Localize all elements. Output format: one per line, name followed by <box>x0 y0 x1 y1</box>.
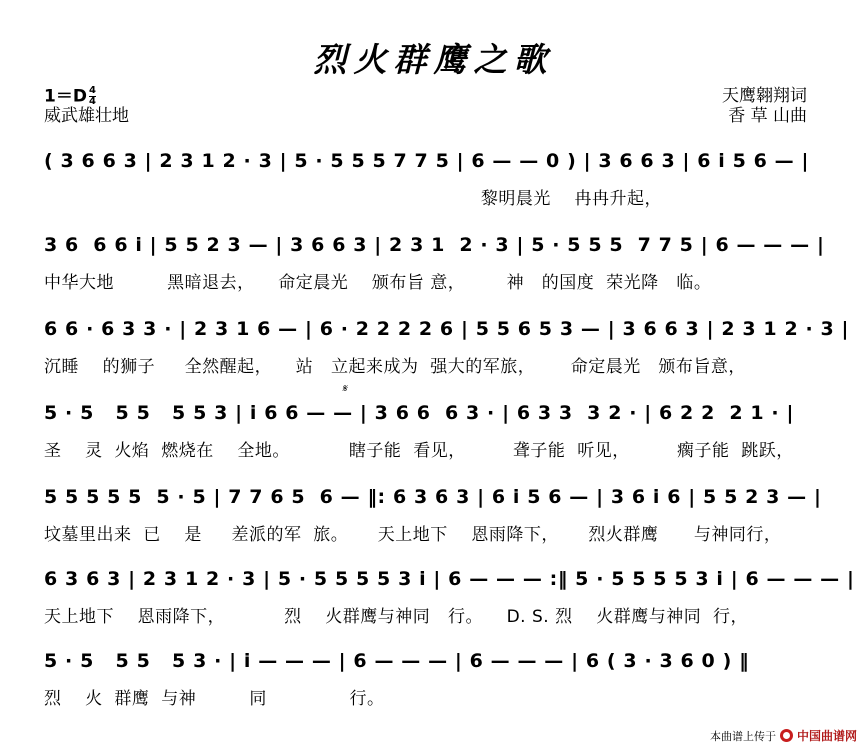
song-title: 烈火群鹰之歌 <box>313 40 554 79</box>
lyric-line: 烈 火 群鹰 与神 同 行。 <box>44 689 385 709</box>
footer-text: 本曲谱上传于 <box>709 729 776 743</box>
lyric-line: 圣 灵 火焰 燃烧在 全地。 瞎子能 看见， 聋子能 听见， 瘸子能 跳跃， <box>44 441 794 461</box>
time-signature <box>89 86 96 107</box>
notation-line: 5 · 5 5 5 5 3 · | i — — — | 6 — — — | 6 — — — | 6 ( 3 · 3 6 0 ) ‖ <box>44 650 750 672</box>
footer-brand[interactable]: 中国曲谱网 <box>796 729 857 743</box>
lyric-line: 中华大地 黑暗退去， 命定晨光 颁布旨 意， 神 的国度 荣光降 临。 <box>44 273 712 293</box>
time-signature-top: 4 <box>88 85 96 96</box>
notation-line: 5 5 5 5 5 5 · 5 | 7 7 6 5 6 — ‖: 6 3 6 3 | 6 i 5 6 — | 3 6 i 6 | 5 5 2 3 — | <box>44 486 822 508</box>
notation-line: 6 3 6 3 | 2 3 1 2 · 3 | 5 · 5 5 5 5 3 i | 6 — — — :‖ 5 · 5 5 5 5 3 i | 6 — — — | <box>44 568 855 590</box>
lyric-line: 天上地下 恩雨降下， 烈 火群鹰与神同 行。 D. S. 烈 火群鹰与神同 行， <box>44 607 749 627</box>
lyric-line: 沉睡 的狮子 全然醒起， 站 立起来成为 强大的军旅， 命定晨光 颁布旨意， <box>44 357 746 377</box>
key-signature-text: 1＝D <box>44 86 87 107</box>
notation-line: 3 6 6 6 i | 5 5 2 3 — | 3 6 6 3 | 2 3 1 2 · 3 | 5 · 5 5 5 7 7 5 | 6 — — — | <box>44 234 825 256</box>
segno-sign: 𝄋 <box>342 382 347 395</box>
lyric-line: 黎明晨光 冉冉升起， <box>44 189 662 209</box>
site-logo-icon <box>780 729 793 742</box>
key-signature <box>44 86 96 108</box>
time-signature-bottom: 4 <box>88 96 96 107</box>
notation-line: 5 · 5 5 5 5 5 3 | i 6 6 — — | 3 6 6 6 3 · | 6 3 3 3 2 · | 6 2 2 2 1 · | <box>44 402 794 424</box>
composer-credit: 香 草 山曲 <box>728 106 807 126</box>
notation-line: 6 6 · 6 3 3 · | 2 3 1 6 — | 6 · 2 2 2 2 6 | 5 5 6 5 3 — | 3 6 6 3 | 2 3 1 2 · 3 | <box>44 318 850 340</box>
tempo-mood: 威武雄壮地 <box>44 106 129 126</box>
footer-credit <box>710 727 857 744</box>
lyric-line: 坟墓里出来 已 是 差派的军 旅。 天上地下 恩雨降下， 烈火群鹰 与神同行， <box>44 525 782 545</box>
notation-line: ( 3 6 6 3 | 2 3 1 2 · 3 | 5 · 5 5 5 7 7 5 | 6 — — 0 ) | 3 6 6 3 | 6 i 5 6 — | <box>44 150 810 172</box>
lyricist-credit: 天鹰翱翔词 <box>722 86 807 106</box>
